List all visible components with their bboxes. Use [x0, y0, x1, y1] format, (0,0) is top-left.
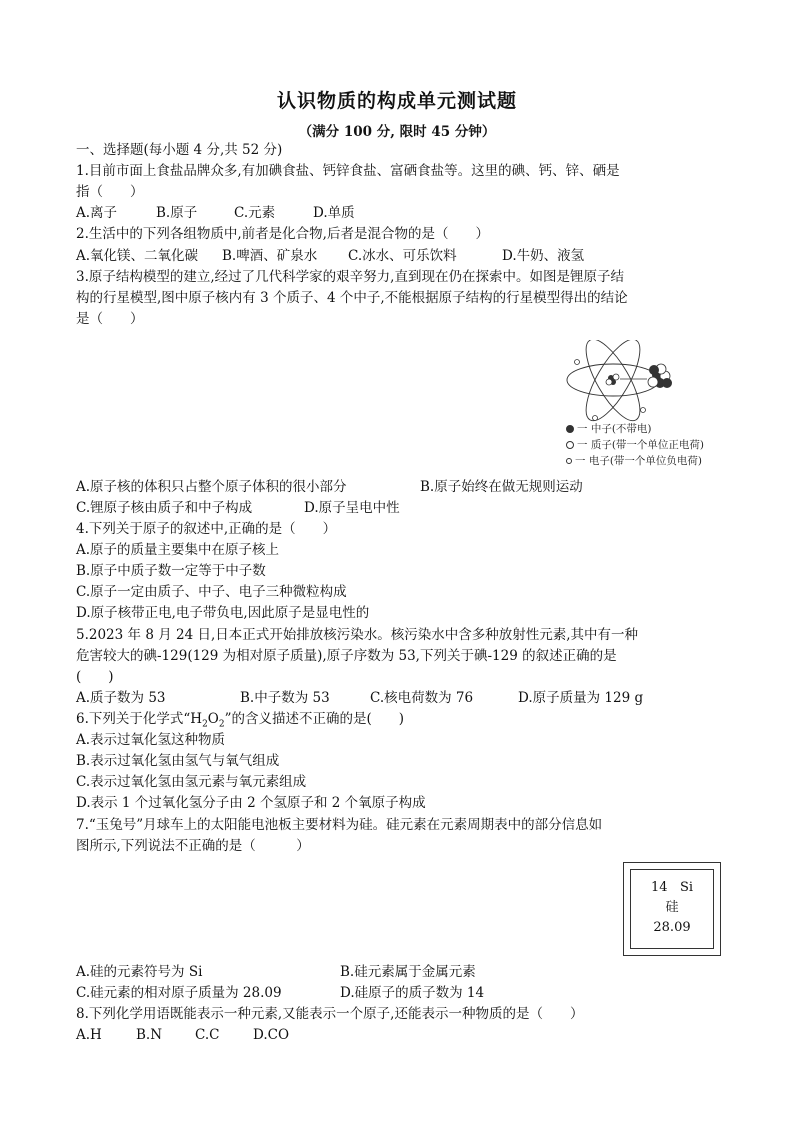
silicon-element-card-inner: [630, 869, 714, 949]
q7-stem-line1: 7.“玉兔号”月球车上的太阳能电池板主要材料为硅。硅元素在元素周期表中的部分信息如: [76, 817, 603, 833]
q3-stem-line3: 是（ ）: [76, 311, 144, 327]
q4-stem: 4.下列关于原子的叙述中,正确的是（ ）: [76, 521, 337, 537]
q1-option-a: A.离子: [76, 205, 118, 221]
q7-option-d: D.硅原子的质子数为 14: [340, 985, 485, 1001]
element-number-symbol: 14 Si: [650, 880, 694, 895]
q6-formula-subscript-1: 2: [202, 719, 208, 730]
q8-option-b: B.N: [136, 1027, 163, 1043]
q8-option-a: A.H: [76, 1027, 102, 1043]
q3-stem-line1: 3.原子结构模型的建立,经过了几代科学家的艰辛努力,直到现在仍在探索中。如图是锂原子结: [76, 269, 624, 285]
page-subtitle: （满分 100 分, 限时 45 分钟）: [298, 124, 496, 140]
q1-option-b: B.原子: [156, 205, 198, 221]
silicon-element-card: [623, 862, 721, 956]
q5-option-c: C.核电荷数为 76: [370, 690, 474, 706]
q5-stem-line2: 危害较大的碘-129(129 为相对原子质量),原子序数为 53,下列关于碘-129 的叙述正确的是: [76, 648, 617, 664]
q8-stem: 8.下列化学用语既能表示一种元素,又能表示一个原子,还能表示一种物质的是（ ）: [76, 1006, 584, 1022]
q7-stem-line2: 图所示,下列说法不正确的是（ ）: [76, 838, 310, 854]
q6-option-a: A.表示过氧化氢这种物质: [76, 732, 226, 748]
q6-stem: 6.下列关于化学式“$H_2O_2$”的含义描述不正确的是( ): [76, 711, 405, 730]
section-heading: 一、选择题(每小题 4 分,共 52 分): [76, 142, 283, 158]
element-name: 硅: [665, 900, 679, 915]
q6-formula-subscript-2: 2: [218, 719, 225, 730]
nucleus-enlarged: [648, 364, 672, 388]
q4-option-b: B.原子中质子数一定等于中子数: [76, 563, 266, 579]
q6-option-c: C.表示过氧化氢由氢元素与氧元素组成: [76, 774, 307, 790]
q4-option-d: D.原子核带正电,电子带负电,因此原子是显电性的: [76, 605, 370, 621]
q8-option-c: C.C: [195, 1027, 220, 1043]
electron-2: [641, 408, 646, 413]
q2-option-b: B.啤酒、矿泉水: [222, 248, 318, 264]
q7-option-c: C.硅元素的相对原子质量为 28.09: [76, 985, 282, 1001]
legend-electron: 一 电子(带一个单位负电荷): [566, 453, 702, 469]
q2-option-a: A.氧化镁、二氧化碳: [76, 248, 199, 264]
q1-option-c: C.元素: [234, 205, 276, 221]
neutron-dot-icon: [566, 425, 574, 433]
lithium-atom-model-figure: [565, 340, 715, 430]
q1-option-d: D.单质: [313, 205, 355, 221]
q6-option-d: D.表示 1 个过氧化氢分子由 2 个氢原子和 2 个氧原子构成: [76, 795, 426, 811]
q5-stem-line1: 5.2023 年 8 月 24 日,日本正式开始排放核污染水。核污染水中含多种放射性元素,其中有一种: [76, 627, 639, 643]
q2-option-c: C.冰水、可乐饮料: [348, 248, 457, 264]
q7-option-a: A.硅的元素符号为 Si: [76, 964, 203, 980]
q3-option-a: A.原子核的体积只占整个原子体积的很小部分: [76, 479, 347, 495]
q3-stem-line2: 构的行星模型,图中原子核内有 3 个质子、4 个中子,不能根据原子结构的行星模型得出的结论: [76, 290, 628, 306]
q5-stem-line3: ( ): [76, 669, 114, 685]
nucleus-small: [606, 374, 619, 385]
q3-option-d: D.原子呈电中性: [304, 500, 400, 516]
legend-neutron: 一 中子(不带电): [566, 421, 652, 437]
element-mass: 28.09: [653, 920, 691, 935]
q6-option-b: B.表示过氧化氢由氢气与氧气组成: [76, 753, 280, 769]
q5-option-b: B.中子数为 53: [240, 690, 330, 706]
page-title: 认识物质的构成单元测试题: [276, 90, 517, 112]
electron-3: [593, 416, 598, 421]
q2-option-d: D.牛奶、液氢: [502, 248, 585, 264]
q2-stem: 2.生活中的下列各组物质中,前者是化合物,后者是混合物的是（ ）: [76, 226, 489, 242]
q3-option-b: B.原子始终在做无规则运动: [420, 479, 583, 495]
q5-option-a: A.质子数为 53: [76, 690, 166, 706]
proton-dot-icon: [566, 441, 574, 449]
legend-proton: 一 质子(带一个单位正电荷): [566, 437, 704, 453]
q4-option-a: A.原子的质量主要集中在原子核上: [76, 542, 280, 558]
q3-option-c: C.锂原子核由质子和中子构成: [76, 500, 253, 516]
q1-stem-line2: 指（ ）: [76, 184, 144, 200]
electron-1: [575, 360, 580, 365]
q7-option-b: B.硅元素属于金属元素: [340, 964, 476, 980]
q4-option-c: C.原子一定由质子、中子、电子三种微粒构成: [76, 584, 347, 600]
q8-option-d: D.CO: [253, 1027, 290, 1043]
q1-stem-line1: 1.目前市面上食盐品牌众多,有加碘食盐、钙锌食盐、富硒食盐等。这里的碘、钙、锌、硒是: [76, 163, 620, 179]
q5-option-d: D.原子质量为 129 g: [518, 690, 644, 706]
electron-dot-icon: [566, 458, 572, 464]
